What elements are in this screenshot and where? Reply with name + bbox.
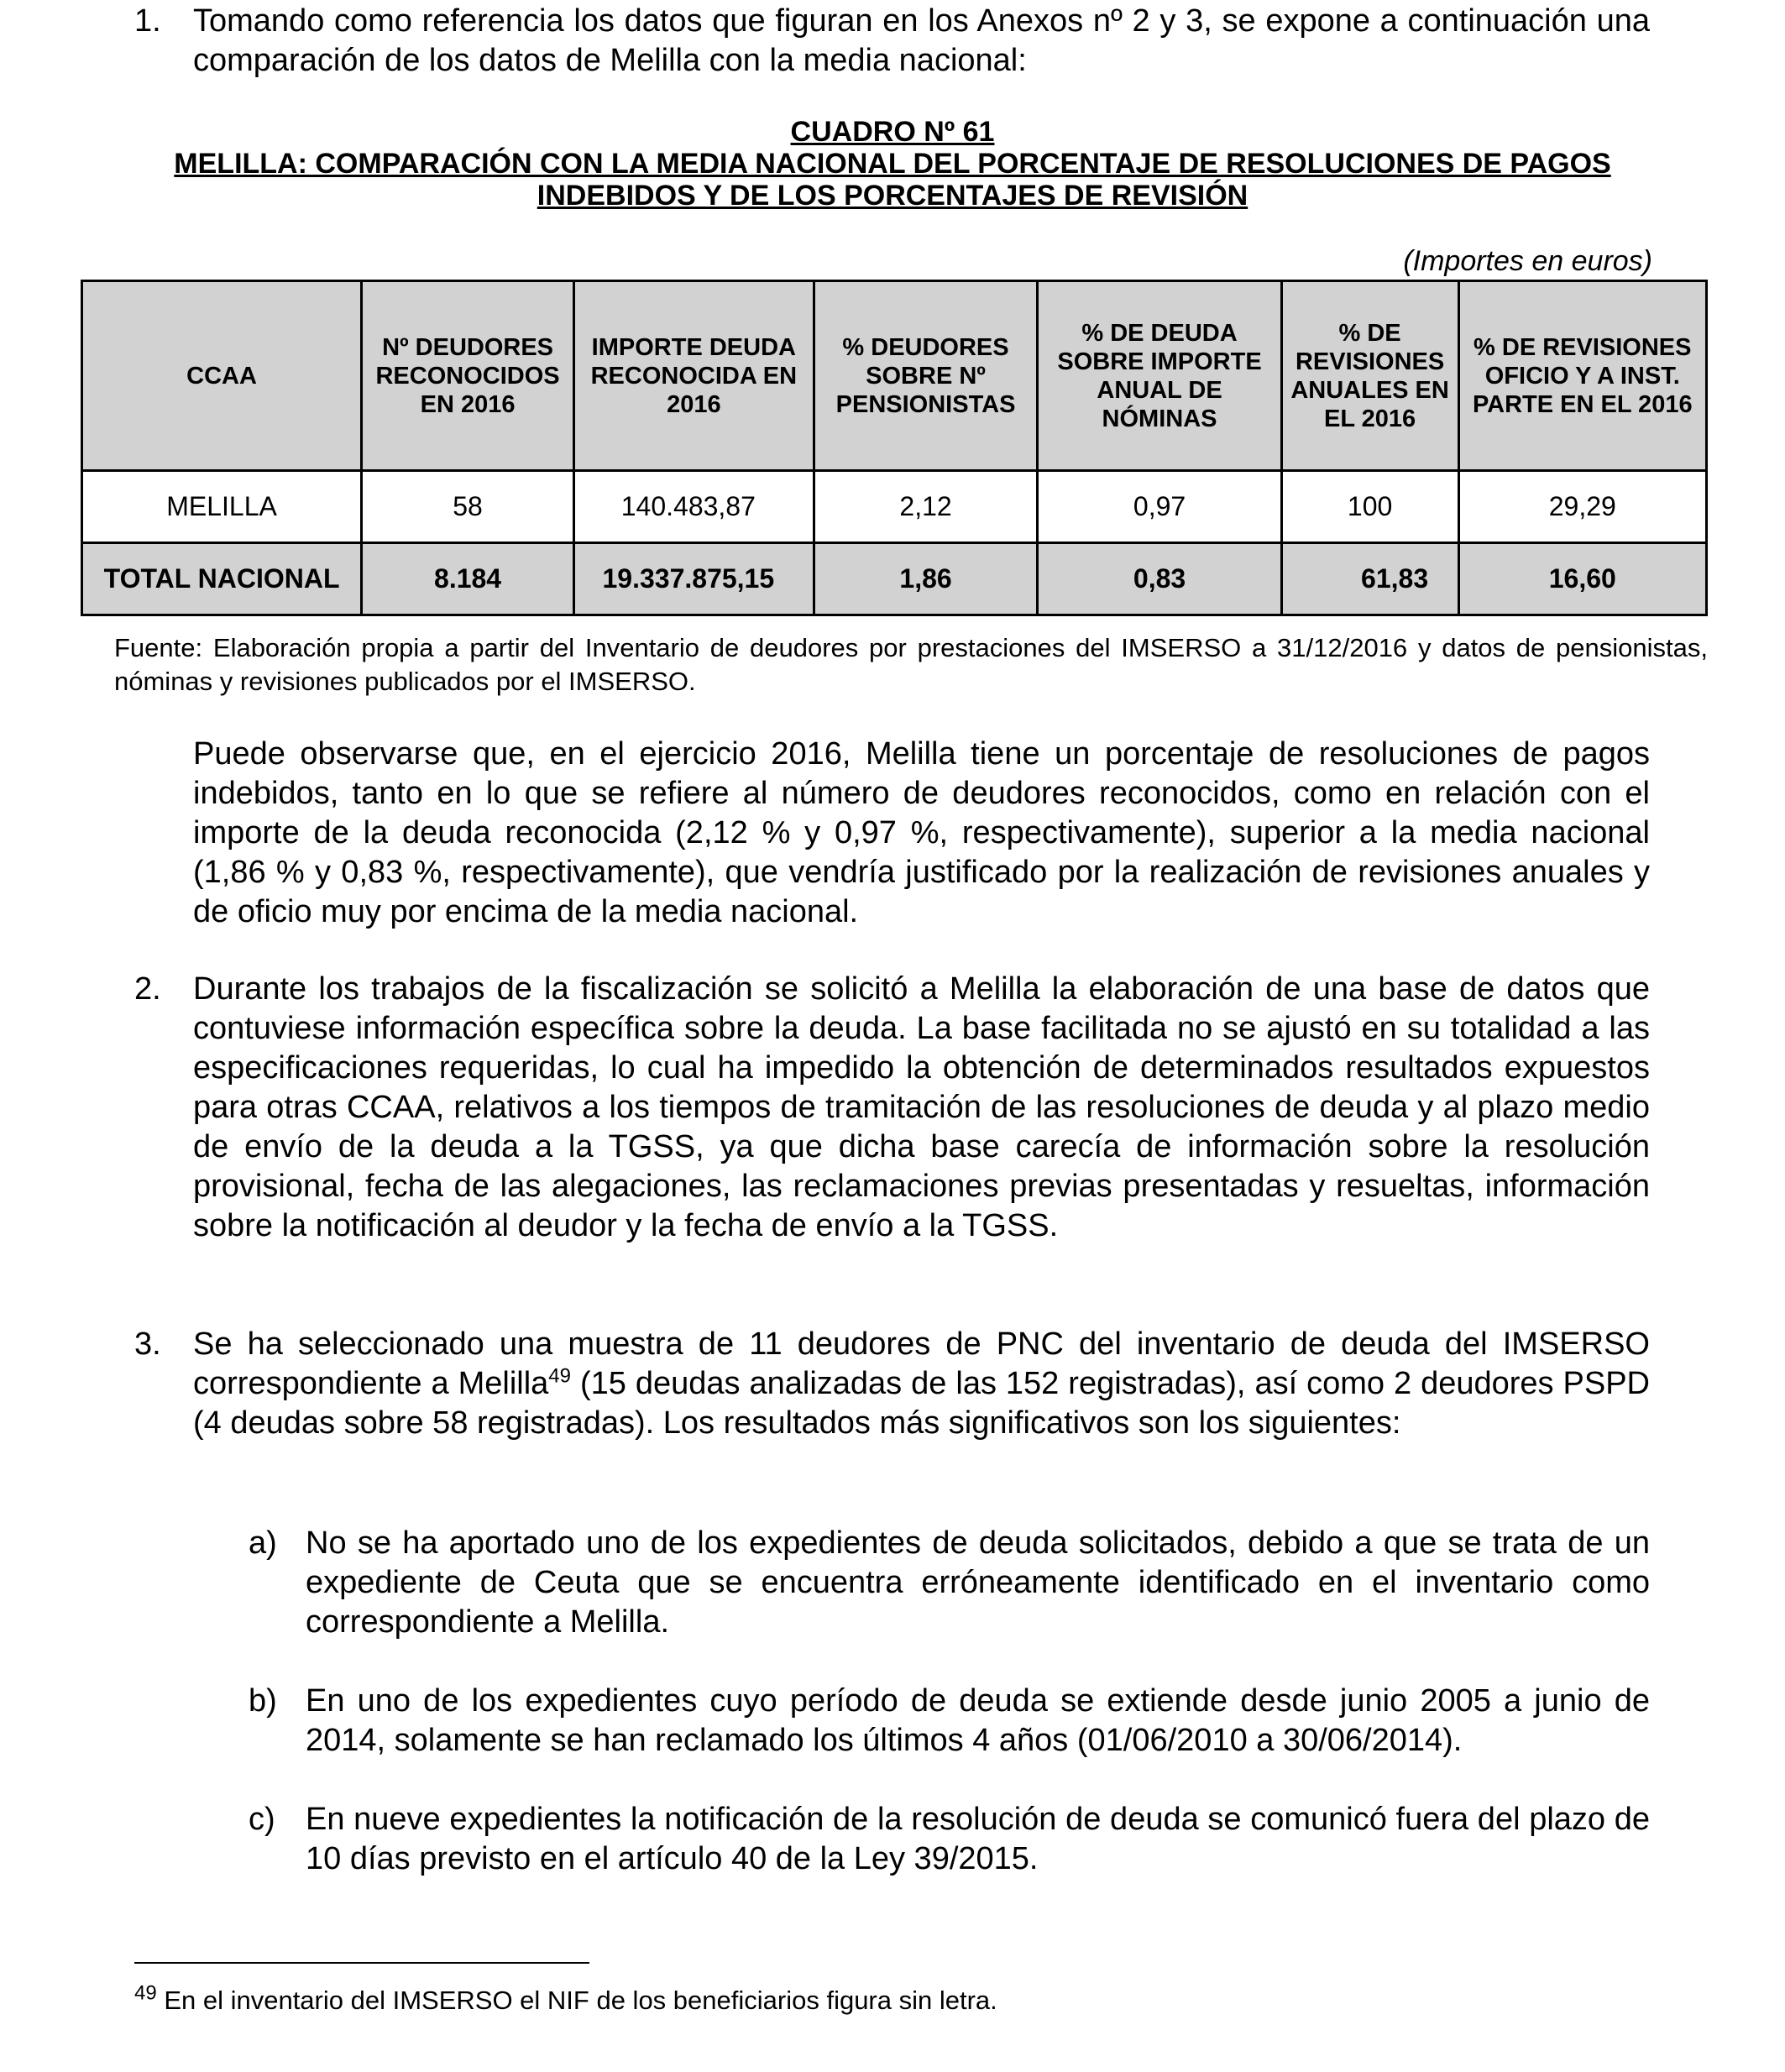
sub-item-label: c) [249,1802,275,1837]
header-deudores: Nº DEUDORES RECONOCIDOS EN 2016 [362,281,574,471]
table-cell: TOTAL NACIONAL [82,543,362,615]
sub-item-label: b) [249,1683,277,1719]
intro-paragraph: Tomando como referencia los datos que figuran en los Anexos nº 2 y 3, se expone a continuación una comparación de los datos de Melilla con la media nacional: [193,3,1650,78]
table-header-row [82,281,1707,471]
list-number: 2. [134,971,161,1007]
list-number: 1. [134,3,161,39]
sub-item-text: No se ha aportado uno de los expedientes de deuda solicitados, debido a que se trata de un expediente de Ceuta que se encuentra erróneamente identificado en el inventario como correspondiente a Melilla. [306,1525,1650,1640]
list-item-1 [134,2,1650,81]
observation-paragraph: Puede observarse que, en el ejercicio 2016, Melilla tiene un porcentaje de resoluciones de pagos indebidos, tanto en lo que se refiere al número de deudores reconocidos, como en relación con el importe de la deuda reconocida (2,12 % y 0,97 %, respectivamente), superior a la media nacional (1,86 % y 0,83 %, respectivamente), que vendría justificado por la realización de revisiones anuales y de oficio muy por encima de la media nacional. [193,736,1650,929]
table-cell: 16,60 [1458,543,1706,615]
table-cell: 0,83 [1038,543,1281,615]
sub-item-label: a) [249,1525,277,1561]
table-row [82,543,1707,615]
table-title-line-2: INDEBIDOS Y DE LOS PORCENTAJES DE REVISIÓN [537,180,1248,212]
footnote-number: 49 [134,1981,157,2005]
table-row [82,471,1707,543]
header-pct-revisiones: % DE REVISIONES ANUALES EN EL 2016 [1281,281,1458,471]
header-pct-deuda: % DE DEUDA SOBRE IMPORTE ANUAL DE NÓMINAS [1038,281,1281,471]
header-pct-deudores: % DEUDORES SOBRE Nº PENSIONISTAS [814,281,1038,471]
sub-item-a [249,1524,1650,1642]
table-cell: 0,97 [1038,471,1281,543]
sub-item-b [249,1682,1650,1761]
table-title [126,116,1659,212]
header-ccaa: CCAA [82,281,362,471]
sub-item-c [249,1800,1650,1879]
item-2-paragraph: Durante los trabajos de la fiscalización se solicitó a Melilla la elaboración de una base de datos que contuviese información específica sobre la deuda. La base facilitada no se ajustó en su totalidad a las especificaciones requeridas, lo cual ha impedido la obtención de determinados resultados expuestos para otras CCAA, relativos a los tiempos de tramitación de las resoluciones de deuda y al plazo medio de envío de la deuda a la TGSS, ya que dicha base carecía de información sobre la resolución provisional, fecha de las alegaciones, las reclamaciones previas presentadas y resueltas, información sobre la notificación al deudor y la fecha de envío a la TGSS. [193,971,1650,1243]
table-title-number: CUADRO Nº 61 [790,116,995,148]
footnote-reference: 49 [548,1364,571,1388]
table-cell: 100 [1281,471,1458,543]
table-source-note: Fuente: Elaboración propia a partir del Inventario de deudores por prestaciones del IMSERSO a 31/12/2016 y datos de pensionistas, nóminas y revisiones publicados por el IMSERSO. [114,633,1708,696]
table-cell: 58 [362,471,574,543]
footnote [134,1981,997,2017]
footnote-text: En el inventario del IMSERSO el NIF de los beneficiarios figura sin letra. [156,1986,997,2015]
item-3-text-end: (15 deudas analizadas de las 152 registradas), así como 2 deudores PSPD (4 deudas sobre 58 registradas). Los resultados más significativos son los siguientes: [193,1366,1651,1441]
header-importe: IMPORTE DEUDA RECONOCIDA EN 2016 [574,281,814,471]
header-pct-revisiones-oficio: % DE REVISIONES OFICIO Y A INST. PARTE EN EL 2016 [1458,281,1706,471]
table-cell: 61,83 [1281,543,1458,615]
currency-note: (Importes en euros) [1403,245,1652,277]
table-cell: 19.337.875,15 [574,543,814,615]
item-3-paragraph [193,1325,1650,1443]
table-cell: 140.483,87 [574,471,814,543]
table-cell: 29,29 [1458,471,1706,543]
table-cell: MELILLA [82,471,362,543]
list-item-3 [134,1325,1650,1443]
comparison-table [81,280,1708,616]
list-item-2 [134,970,1650,1246]
footnote-divider [134,1962,589,1964]
sub-item-text: En nueve expedientes la notificación de la resolución de deuda se comunicó fuera del plazo de 10 días previsto en el artículo 40 de la Ley 39/2015. [306,1802,1650,1876]
table-title-line-1: MELILLA: COMPARACIÓN CON LA MEDIA NACIONAL DEL PORCENTAJE DE RESOLUCIONES DE PAGOS [174,148,1611,180]
sub-item-text: En uno de los expedientes cuyo período de deuda se extiende desde junio 2005 a junio de 2014, solamente se han reclamado los últimos 4 años (01/06/2010 a 30/06/2014). [306,1683,1650,1758]
table-cell: 1,86 [814,543,1038,615]
table-cell: 8.184 [362,543,574,615]
table-cell: 2,12 [814,471,1038,543]
item-3-text-start: Se ha seleccionado una muestra de 11 deudores de PNC del inventario de deuda del IMSERSO correspondiente a Melilla [193,1326,1650,1401]
list-number: 3. [134,1326,161,1362]
